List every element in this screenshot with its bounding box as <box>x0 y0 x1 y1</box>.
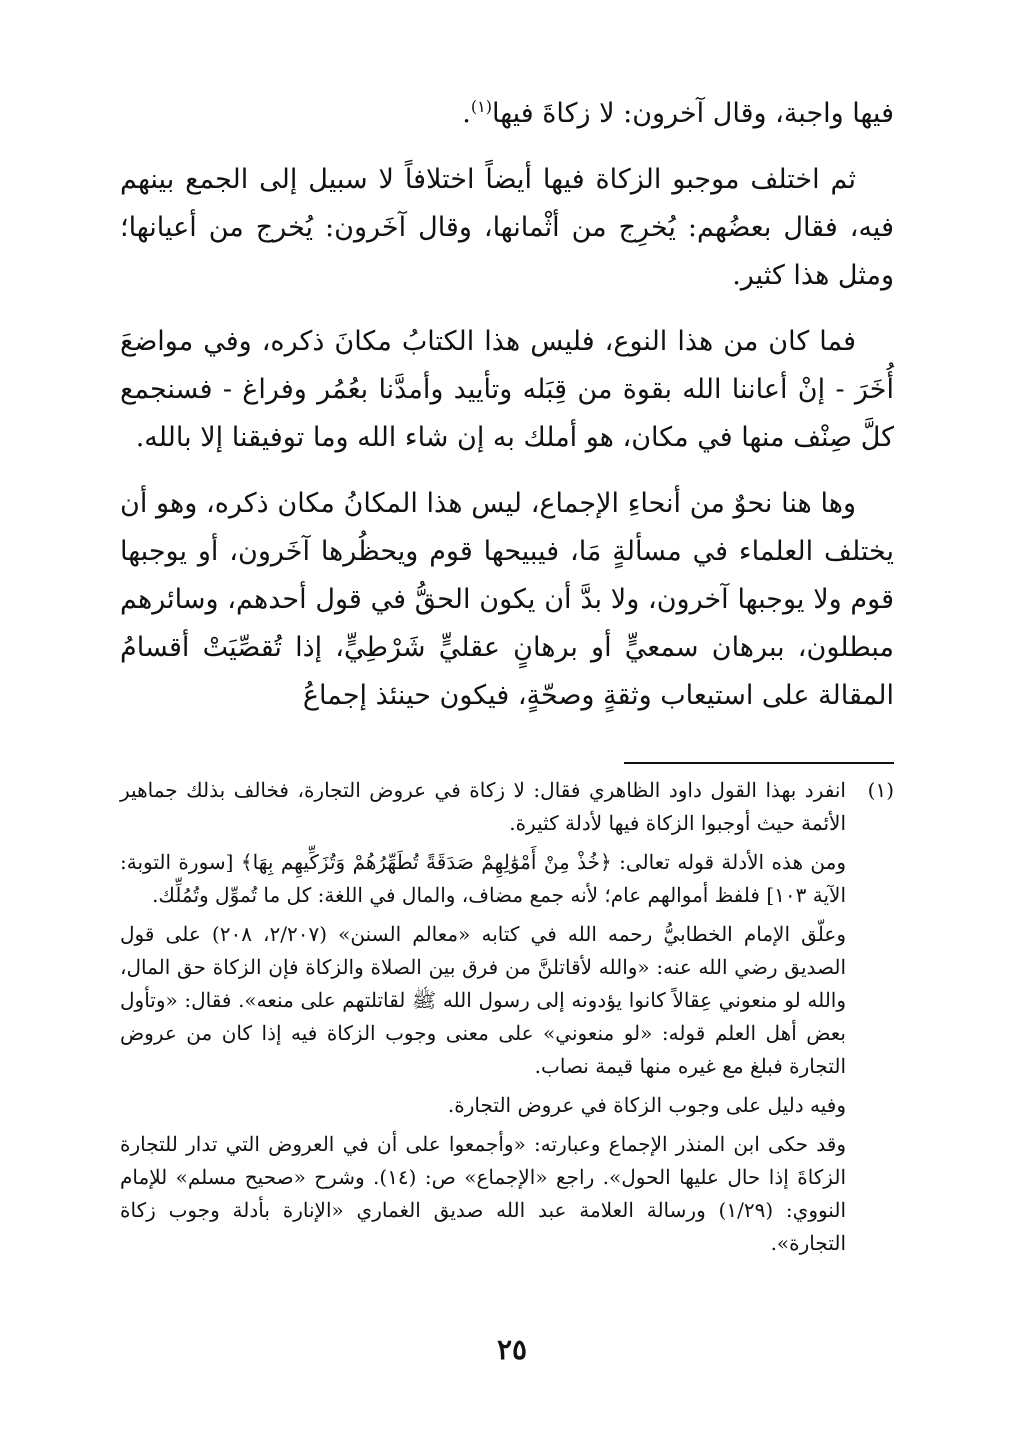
paragraph-4: وها هنا نحوٌ من أنحاءِ الإجماع، ليس هذا المكانُ مكان ذكره، وهو أن يختلف العلماء في مسألةٍ مَا، فيبيحها قوم ويحظُرها آخَرون، أو يوجبها قوم ولا يوجبها آخرون، ولا بدَّ أن يكون الحقُّ في قول أحدهم، وسائرهم مبطلون، ببرهان سمعيٍّ أو برهانٍ عقليٍّ شَرْطِيٍّ، إذا تُقصِّيَتْ أقسامُ المقالة على استيعاب وثقةٍ وصحّةٍ، فيكون حينئذ إجماعُ <box>120 488 894 711</box>
footnote-paragraph-5: وقد حكى ابن المنذر الإجماع وعبارته: «وأجمعوا على أن في العروض التي تدار للتجارة الزكاةَ إذا حال عليها الحول». راجع «الإجماع» ص: (١٤). وشرح «صحيح مسلم» للإمام النووي: (١/٢٩) ورسالة العلامة عبد الله صديق الغماري «الإنارة بأدلة وجوب زكاة التجارة». <box>120 1132 846 1255</box>
paragraph-2: ثم اختلف موجبو الزكاة فيها أيضاً اختلافاً لا سبيل إلى الجمع بينهم فيه، فقال بعضُهم: يُخرِج من أثْمانها، وقال آخَرون: يُخرج من أعيانها؛ ومثل هذا كثير. <box>120 164 894 291</box>
paragraph-1-end: . <box>462 98 471 129</box>
main-text <box>120 90 894 720</box>
footnote-number: (١) <box>867 778 894 802</box>
paragraph-1 <box>120 90 894 138</box>
page-number: ٢٥ <box>496 1333 528 1366</box>
paragraph-1-text: فيها واجبة، وقال آخرون: لا زكاةَ فيها <box>491 98 894 129</box>
footnote-paragraph-1: انفرد بهذا القول داود الظاهري فقال: لا زكاة في عروض التجارة، فخالف بذلك جماهير الأئمة حيث أوجبوا الزكاة فيها لأدلة كثيرة. <box>120 778 846 835</box>
footnote-paragraph-2: ومن هذه الأدلة قوله تعالى: ﴿خُذْ مِنْ أَمْوَٰلِهِمْ صَدَقَةً تُطَهِّرُهُمْ وَتُزَكِّيهِم بِهَا﴾ [سورة التوبة: الآية ١٠٣] فلفظ أموالهم عام؛ لأنه جمع مضاف، والمال في اللغة: كل ما تُموِّل وتُمُلِّك. <box>120 850 847 907</box>
footnote-paragraph-4: وفيه دليل على وجوب الزكاة في عروض التجارة. <box>447 1093 846 1117</box>
footnote-reference-1[interactable]: (١) <box>470 97 492 116</box>
footnote-paragraph-3: وعلّق الإمام الخطابيُّ رحمه الله في كتابه «معالم السنن» (٢/٢٠٧، ٢٠٨) على قول الصديق رضي الله عنه: «والله لأقاتلنَّ من فرق بين الصلاة والزكاة فإن الزكاة حق المال، والله لو منعوني عِقالاً كانوا يؤدونه إلى رسول الله ﷺ لقاتلتهم على منعه». فقال: «وتأول بعض أهل العلم قوله: «لو منعوني» على معنى وجوب الزكاة فيه إذا كان من عروض التجارة فبلغ مع غيره منها قيمة نصاب. <box>120 922 847 1078</box>
footnotes <box>120 774 894 1266</box>
paragraph-3: فما كان من هذا النوع، فليس هذا الكتابُ مكانَ ذكره، وفي مواضعَ أُخَرَ - إنْ أعاننا الله بقوة من قِبَله وتأييد وأمدَّنا بعُمُر وفراغ - فسنجمع كلَّ صِنْف منها في مكان، هو أملك به إن شاء الله وما توفيقنا إلا بالله. <box>120 326 894 453</box>
footnote-separator <box>120 754 894 774</box>
footnote-1 <box>120 774 894 1266</box>
footnote-body <box>120 774 846 1266</box>
footnote-rule <box>624 762 894 764</box>
